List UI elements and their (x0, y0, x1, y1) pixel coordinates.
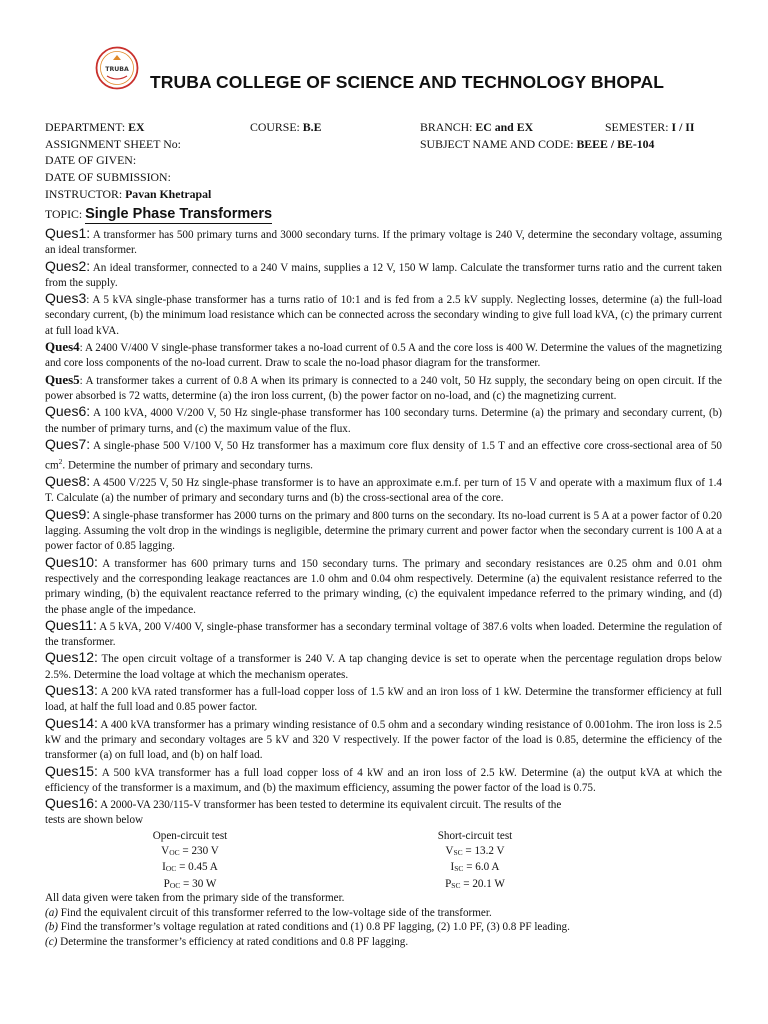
question-14: Ques14: A 400 kVA transformer has a primary winding resistance of 0.5 ohm and a secondary winding resistance of 0.001ohm. The iron loss is 2.5 kW and the primary and secondary voltages are 5 kV and 320 V respectively. If the power factor of the load is 0.85, determine the efficiency of the transformer (a) on full load, and (b) on half load. (45, 714, 722, 762)
question-7: Ques7: A single-phase 500 V/100 V, 50 Hz transformer has a maximum core flux density of 1.5 T and an effective core cross-sectional area of 50 $cm^2$. Determine the number of primary and secondary turns. (45, 435, 722, 472)
semester-field: SEMESTER: I / II (605, 120, 695, 134)
q16-part-c: (c) Determine the transformer’s efficiency at rated conditions and 0.8 PF lagging. (45, 936, 409, 949)
topic-value: Single Phase Transformers (85, 206, 273, 222)
question-4: Ques4: A 2400 V/400 V single-phase transformer takes a no-load current of 0.5 A and the core loss is 400 W. Determine the values of the magnetizing and core loss components of the no-load current. Draw to scale the no-load phasor diagram for the transformer. (45, 339, 722, 370)
oc-current: $I_{OC} = 0.45$ A (162, 861, 218, 874)
q16-note: All data given were taken from the primary side of the transformer. (45, 891, 345, 904)
q16-part-b: (b) Find the transformer’s voltage regulation at rated conditions and (1) 0.8 PF lagging, (2) 1.0 PF, (3) 0.8 PF leading. (45, 921, 570, 934)
assignment-sheet-field: ASSIGNMENT SHEET No: (45, 137, 181, 151)
question-2: Ques2: An ideal transformer, connected to a 240 V mains, supplies a 12 V, 150 W lamp. Calculate the transformer turns ratio and the current taken from the supply. (45, 257, 722, 289)
instructor-value: Pavan Khetrapal (125, 187, 212, 201)
semester-value: I / II (671, 120, 695, 134)
branch-value: EC and EX (475, 120, 534, 134)
question-11: Ques11: A 5 kVA, 200 V/400 V, single-phase transformer has a secondary terminal voltage of 387.6 volts when loaded. Determine the regulation of the transformer. (45, 616, 722, 649)
question-12: Ques12: The open circuit voltage of a transformer is 240 V. A tap changing device is set to operate when the percentage regulation drops below 2.5%. Determine the load voltage at which the mechanism operates. (45, 649, 722, 681)
question-10: Ques10: A transformer has 600 primary turns and 150 secondary turns. The primary and secondary resistances are 0.25 ohm and 0.01 ohm respectively and the corresponding leakage reactances are 1.0 ohm and 0.04 ohm respectively. Determine (a) the equivalent resistance referred to the primary winding, (b) the equivalent reactance referred to the primary winding, (c) the equivalent impedance referred to the primary winding, and (d) the phase angle of the impedance. (45, 553, 722, 616)
sc-current: $I_{SC} = 6.0$ A (450, 861, 500, 874)
date-given-field: DATE OF GIVEN: (45, 153, 137, 167)
logo-text: TRUBA (105, 66, 129, 73)
sc-power: $P_{SC} = 20.1$ W (445, 877, 505, 890)
college-logo (95, 46, 139, 90)
subject-value: BEEE / BE-104 (576, 137, 655, 151)
question-9: Ques9: A single-phase transformer has 2000 turns on the primary and 800 turns on the secondary. Its no-load current is 5 A at a power factor of 0.20 lagging. Assuming the volt drop in the windings is negligible, determine the primary current and power factor when the secondary current is 100 A at a power factor of 0.85 lagging. (45, 505, 722, 553)
question-13: Ques13: A 200 kVA rated transformer has a full-load copper loss of 1.5 kW and an iron loss of 1 kW. Determine the transformer efficiency at full load, at half the full load and 0.85 power factor. (45, 682, 722, 714)
college-name: TRUBA COLLEGE OF SCIENCE AND TECHNOLOGY BHOPAL (150, 72, 665, 92)
branch-field: BRANCH: EC and EX (420, 120, 534, 134)
sc-voltage: $V_{SC} = 13.2$ V (445, 845, 505, 857)
question-16-line2: tests are shown below (45, 814, 144, 827)
question-3: Ques3: A 5 kVA single-phase transformer has a turns ratio of 10:1 and is fed from a 2.5 kV supply. Neglecting losses, determine (a) the full-load secondary current, (b) the minimum load resistance which can be connected across the secondary winding to give full load kVA, (c) the primary current at full load kVA. (45, 290, 722, 337)
topic-line (45, 206, 272, 222)
sc-title: Short-circuit test (437, 829, 513, 842)
oc-title: Open-circuit test (152, 829, 228, 842)
topic-label: TOPIC: (45, 207, 86, 221)
oc-voltage: $V_{OC} = 230$ V (161, 845, 219, 857)
question-5: Ques5: A transformer takes a current of 0.8 A when its primary is connected to a 240 volt, 50 Hz supply, the secondary being on open circuit. If the power absorbed is 72 watts, determine (a) the iron loss current, (b) the power factor on no-load, and (c) the magnetizing current. (45, 371, 722, 402)
q16-part-a: (a) Find the equivalent circuit of this transformer referred to the low-voltage side of the transformer. (45, 906, 492, 919)
date-submission-field: DATE OF SUBMISSION: (45, 170, 171, 184)
open-circuit-test (125, 829, 255, 893)
course-value: B.E (302, 120, 322, 134)
question-6: Ques6: A 100 kVA, 4000 V/200 V, 50 Hz single-phase transformer has 100 secondary turns. Determine (a) the primary and secondary current, (b) the number of primary turns, and (c) the maximum value of the flux. (45, 403, 722, 435)
question-1: Ques1: A transformer has 500 primary turns and 3000 secondary turns. If the primary voltage is 240 V, determine the secondary voltage, assuming an ideal transformer. (45, 225, 722, 257)
question-list (45, 226, 722, 950)
department-field: DEPARTMENT: EX (45, 120, 145, 134)
college-logo-emblem (95, 46, 139, 90)
subject-field: SUBJECT NAME AND CODE: BEEE / BE-104 (420, 137, 655, 151)
question-16: Ques16: A 2000-VA 230/115-V transformer has been tested to determine its equivalent circuit. The results of the tests are shown below Open-circuit test $V_{OC} = 230$ V $I_{OC} = 0.45$ A $P_{OC} = 30$ W Short-circuit test $V_{SC} = 13.2$ V $I_{SC} = 6.0$ A $P_{SC} = 20.1$ W All data given were taken from the primary side of the transformer. (a) Find the equivalent circuit of this transformer referred to the low-voltage side of the transformer. (b) Find the transformer’s voltage regulation at rated conditions and (1) 0.8 PF lagging, (2) 1.0 PF, (3) 0.8 PF leading. (c) Determine the transformer’s efficiency at rated conditions and 0.8 PF lagging. (45, 796, 722, 950)
oc-power: $P_{OC} = 30$ W (163, 877, 217, 890)
short-circuit-test (410, 829, 540, 893)
test-results (45, 829, 722, 891)
question-15: Ques15: A 500 kVA transformer has a full load copper loss of 4 kW and an iron loss of 2.5 kW. Determine (a) the output kVA at which the efficiency of the transformer is a maximum, and (b) the maximum efficiency, assuming the power factor of the load is 0.75. (45, 762, 722, 794)
course-field: COURSE: B.E (250, 120, 322, 134)
department-value: EX (128, 120, 145, 134)
instructor-field: INSTRUCTOR: Pavan Khetrapal (45, 187, 212, 201)
question-8: Ques8: A 4500 V/225 V, 50 Hz single-phase transformer is to have an approximate e.m.f. per turn of 15 V and operate with a maximum flux of 1.4 T. Calculate (a) the number of primary and secondary turns and (b) the cross-sectional area of the core. (45, 473, 722, 505)
